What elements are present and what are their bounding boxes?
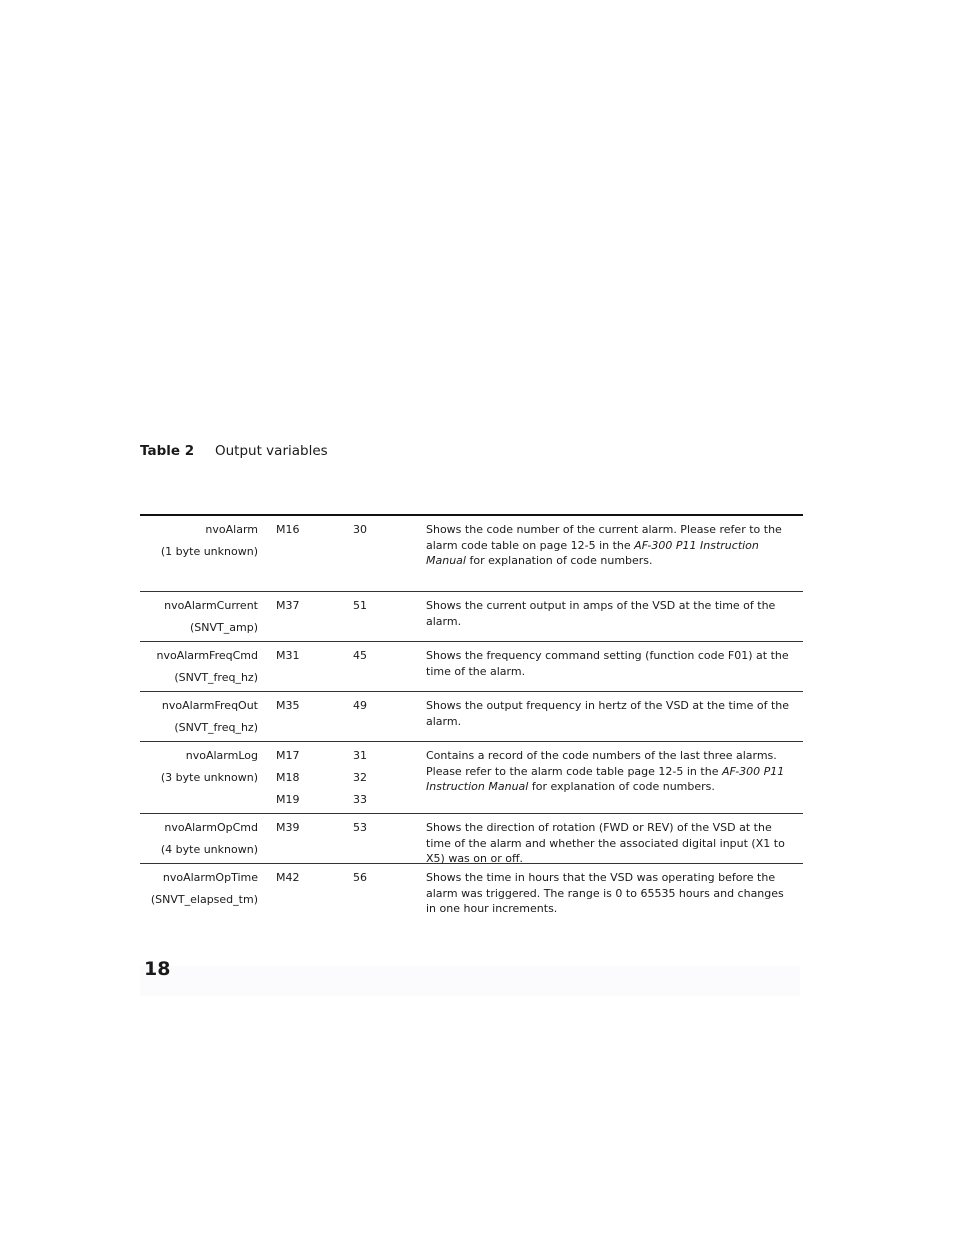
variable-name: nvoAlarmLog [185,749,258,762]
variable-name: nvoAlarmFreqOut [161,699,258,712]
m-code: M16 [276,523,300,536]
output-variables-table [140,514,803,926]
description: Shows the direction of rotation (FWD or REV) of the VSD at the time of the alarm and whether the associated digital input (X1 to X5) was on or off. [426,821,785,865]
table-row [140,516,803,592]
table-row [140,592,803,642]
description: Shows the frequency command setting (function code F01) at the time of the alarm. [426,649,789,678]
variable-name: nvoAlarm [205,523,258,536]
m-code: M42 [276,871,300,884]
m-code: M35 [276,699,300,712]
table-row [140,692,803,742]
index-number: 30 [353,523,367,536]
m-code: M19 [276,793,300,806]
index-number: 31 [353,749,367,762]
index-number: 33 [353,793,367,806]
variable-name: nvoAlarmOpCmd [164,821,258,834]
variable-name: nvoAlarmCurrent [164,599,258,612]
index-number: 56 [353,871,367,884]
variable-name: nvoAlarmOpTime [162,871,258,884]
m-code: M39 [276,821,300,834]
variable-type: (SNVT_freq_hz) [174,671,258,684]
table-title: Output variables [215,443,328,459]
m-code: M37 [276,599,300,612]
index-number: 51 [353,599,367,612]
description: Shows the output frequency in hertz of the VSD at the time of the alarm. [426,699,789,728]
index-number: 49 [353,699,367,712]
description: Shows the time in hours that the VSD was operating before the alarm was triggered. The range is 0 to 65535 hours and changes in one hour increments. [426,871,784,915]
table-row [140,864,803,926]
description: Shows the code number of the current alarm. Please refer to the alarm code table on page 12-5 in the AF-300 P11 Instruction Manual for explanation of code numbers. [426,523,782,567]
index-number: 53 [353,821,367,834]
description: Contains a record of the code numbers of the last three alarms. Please refer to the alarm code table page 12-5 in the AF-300 P11 Instruction Manual for explanation of code numbers. [426,749,785,793]
table-row [140,642,803,692]
variable-type: (4 byte unknown) [160,843,258,856]
table-row [140,742,803,814]
page-number: 18 [144,958,171,980]
variable-type: (SNVT_amp) [190,621,258,634]
variable-type: (1 byte unknown) [160,545,258,558]
variable-type: (3 byte unknown) [160,771,258,784]
table-row [140,814,803,864]
index-number: 45 [353,649,367,662]
variable-type: (SNVT_freq_hz) [174,721,258,734]
m-code: M31 [276,649,300,662]
footer-band [140,966,800,996]
m-code: M17 [276,749,300,762]
table-caption [140,443,328,459]
table-number: Table 2 [140,443,195,459]
description: Shows the current output in amps of the VSD at the time of the alarm. [426,599,776,628]
index-number: 32 [353,771,367,784]
m-code: M18 [276,771,300,784]
variable-type: (SNVT_elapsed_tm) [150,893,258,906]
variable-name: nvoAlarmFreqCmd [156,649,258,662]
